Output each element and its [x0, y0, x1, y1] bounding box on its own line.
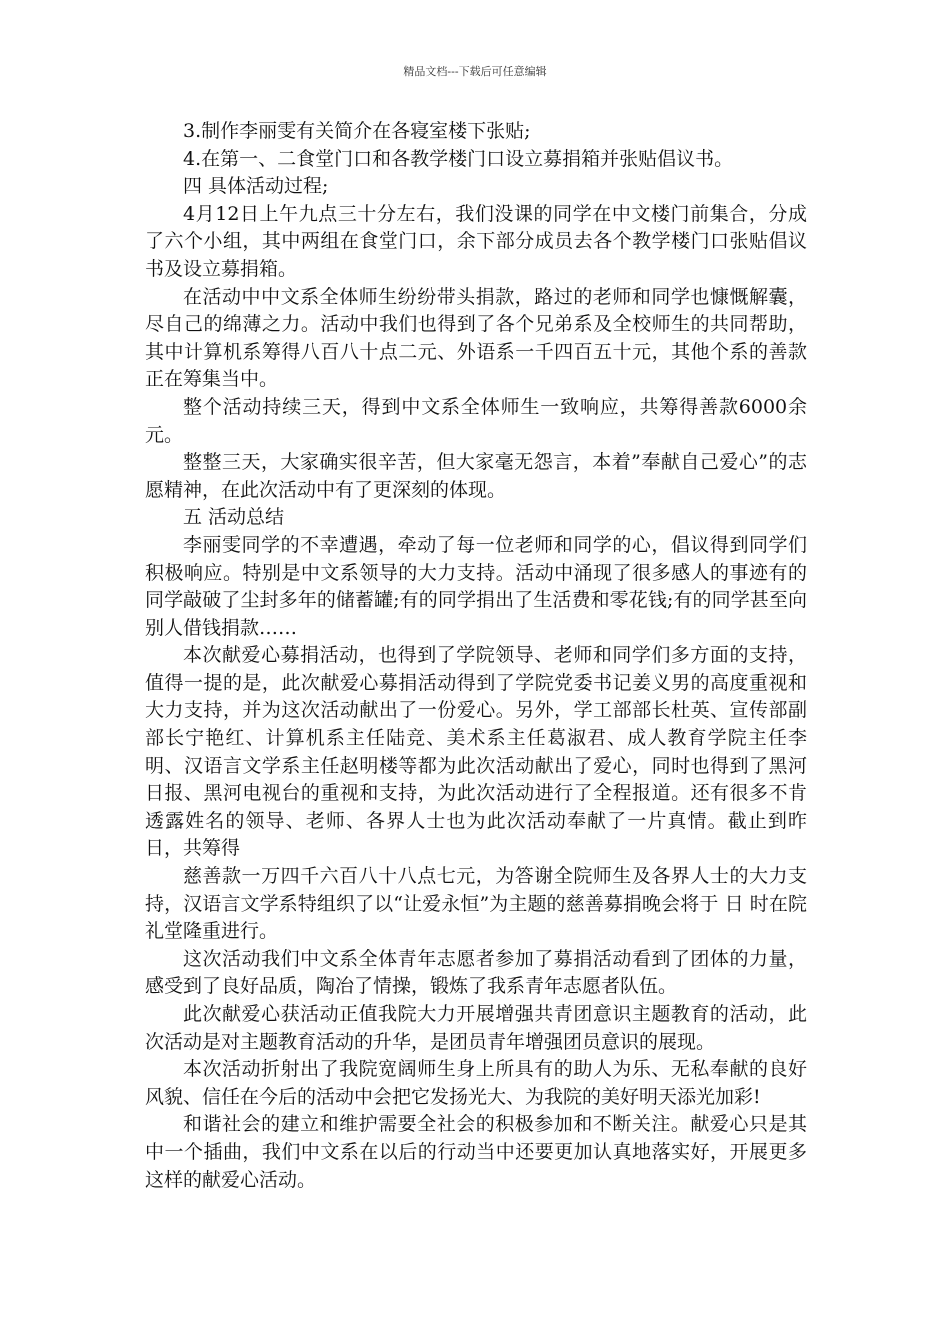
paragraph: 此次献爱心获活动正值我院大力开展增强共青团意识主题教育的活动，此次活动是对主题教育活动的升华，是团员青年增强团员意识的展现。	[145, 1003, 807, 1053]
paragraph: 慈善款一万四千六百八十八点七元，为答谢全院师生及各界人士的大力支持，汉语言文学系特组织了以“让爱永恒”为主题的慈善募捐晚会将于 日 时在院礼堂隆重进行。	[145, 865, 807, 943]
page-header: 精品文档---下载后可任意编辑	[403, 65, 547, 78]
paragraph: 整个活动持续三天，得到中文系全体师生一致响应，共筹得善款6000余元。	[145, 395, 807, 446]
paragraph: 李丽雯同学的不幸遭遇，牵动了每一位老师和同学的心，倡议得到同学们积极响应。特别是中文系领导的大力支持。活动中涌现了很多感人的事迹有的同学敲破了尘封多年的储蓄罐;有的同学捐出了生活费和零花钱;有的同学甚至向别人借钱捐款……	[145, 533, 807, 639]
paragraph: 4月12日上午九点三十分左右，我们没课的同学在中文楼门前集合，分成了六个小组，其中两组在食堂门口，余下部分成员去各个教学楼门口张贴倡议书及设立募捐箱。	[145, 202, 807, 280]
paragraph: 整整三天，大家确实很辛苦，但大家毫无怨言，本着”奉献自己爱心”的志愿精神，在此次活动中有了更深刻的体现。	[145, 451, 807, 501]
section-heading-5: 五 活动总结	[183, 506, 285, 529]
paragraph: 这次活动我们中文系全体青年志愿者参加了募捐活动看到了团体的力量，感受到了良好品质，陶冶了情操，锻炼了我系青年志愿者队伍。	[145, 947, 807, 998]
paragraph: 在活动中中文系全体师生纷纷带头捐款，路过的老师和同学也慷慨解囊，尽自己的绵薄之力。活动中我们也得到了各个兄弟系及全校师生的共同帮助，其中计算机系筹得八百八十点二元、外语系一千四百五十元，其他个系的善款正在筹集当中。	[145, 285, 807, 391]
section-heading-4: 四 具体活动过程;	[183, 175, 329, 198]
paragraph: 和谐社会的建立和维护需要全社会的积极参加和不断关注。献爱心只是其中一个插曲，我们中文系在以后的行动当中还要更加认真地落实好，开展更多这样的献爱心活动。	[145, 1113, 807, 1191]
paragraph-item-3: 3.制作李丽雯有关简介在各寝室楼下张贴;	[183, 120, 531, 142]
paragraph: 本次活动折射出了我院宽阔师生身上所具有的助人为乐、无私奉献的良好风貌、信任在今后的活动中会把它发扬光大、为我院的美好明天添光加彩!	[145, 1058, 807, 1108]
paragraph-item-4: 4.在第一、二食堂门口和各教学楼门口设立募捐箱并张贴倡议书。	[183, 147, 734, 170]
document-body	[145, 118, 807, 1194]
paragraph: 本次献爱心募捐活动，也得到了学院领导、老师和同学们多方面的支持，值得一提的是，此次献爱心募捐活动得到了学院党委书记姜义男的高度重视和大力支持，并为这次活动献出了一份爱心。另外，学工部部长杜英、宣传部副部长宁艳红、计算机系主任陆竞、美术系主任葛淑君、成人教育学院主任李明、汉语言文学系主任赵明楼等都为此次活动献出了爱心，同时也得到了黑河日报、黑河电视台的重视和支持，为此次活动进行了全程报道。还有很多不肯透露姓名的领导、老师、各界人士也为此次活动奉献了一片真情。截止到昨日，共筹得	[145, 644, 807, 860]
